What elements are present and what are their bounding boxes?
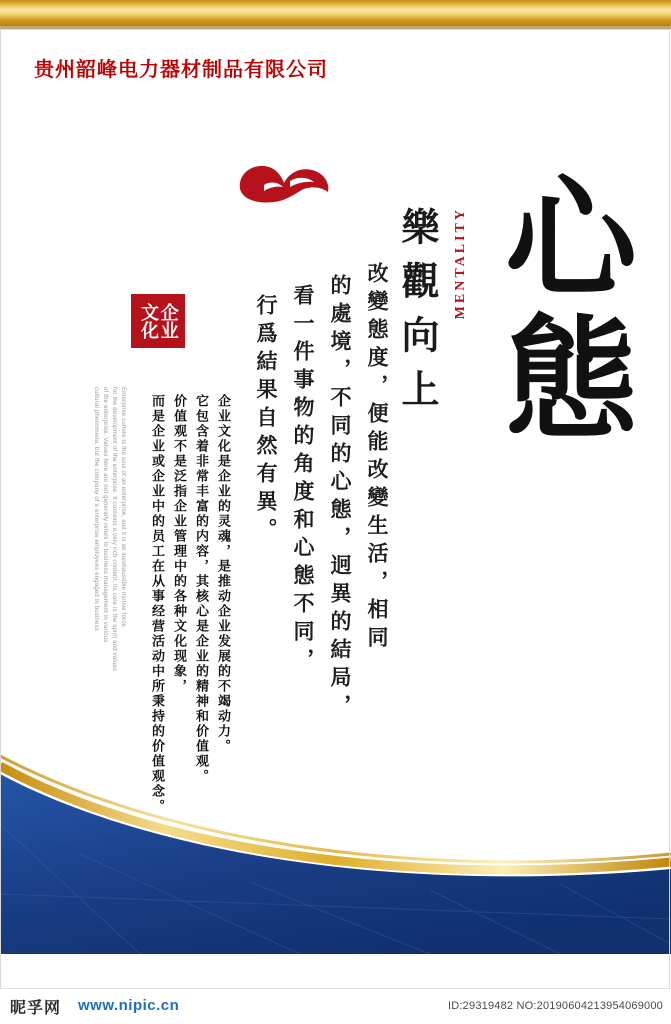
seal-text: 企业文化 xyxy=(139,303,179,339)
english-description-column: of the enterprise. Values here are not generally refers to business management in various xyxy=(102,387,108,643)
image-id-text: ID:29319482 NO:20190604213954069000 xyxy=(448,1000,663,1012)
verse-column: 看一件事物的角度和心態不同， xyxy=(291,284,316,676)
title-english: MENTALITY xyxy=(453,207,468,320)
top-gold-bar xyxy=(0,0,671,26)
description-block xyxy=(120,389,231,814)
company-culture-seal xyxy=(131,294,185,348)
verse-column: 行爲結果自然有異。 xyxy=(254,294,279,546)
company-name: 贵州韶峰电力器材制品有限公司 xyxy=(34,59,328,81)
description-column: 企业文化是企业的灵魂，是推动企业发展的不竭动力。 xyxy=(216,394,231,754)
poster-body xyxy=(0,29,671,989)
title-sub: 樂觀向上 xyxy=(395,207,440,423)
english-description-column: for the development of the enterprise. It contains a very rich content, its core is the spirit and values xyxy=(111,387,117,672)
verse-column: 改變態度，便能改變生活，相同 xyxy=(365,262,390,654)
verse-column: 的處境，不同的心態，迥異的結局， xyxy=(328,274,353,722)
site-logo: 昵孚网 xyxy=(10,1000,62,1017)
page-title: 心態 xyxy=(482,169,637,449)
blue-wave-graphic xyxy=(0,704,671,954)
red-cloud-ornament xyxy=(234,159,334,215)
english-description-column: Enterprise culture is the soul of an enterprise, and it is an inexhaustible motive force xyxy=(120,387,126,628)
footer-bar xyxy=(0,988,671,1024)
site-url[interactable]: www.nipic.cn xyxy=(78,997,180,1014)
description-column: 价值观不是泛指企业管理中的各种文化现象， xyxy=(172,394,187,694)
description-column: 而是企业或企业中的员工在从事经营活动中所秉持的价值观念。 xyxy=(150,394,165,814)
description-column: 它包含着非常丰富的内容，其核心是企业的精神和价值观。 xyxy=(194,394,209,784)
english-description-column: cultural phenomena, but the company of a enterprise employees engaged in business xyxy=(93,387,99,632)
english-description-block xyxy=(86,387,126,687)
